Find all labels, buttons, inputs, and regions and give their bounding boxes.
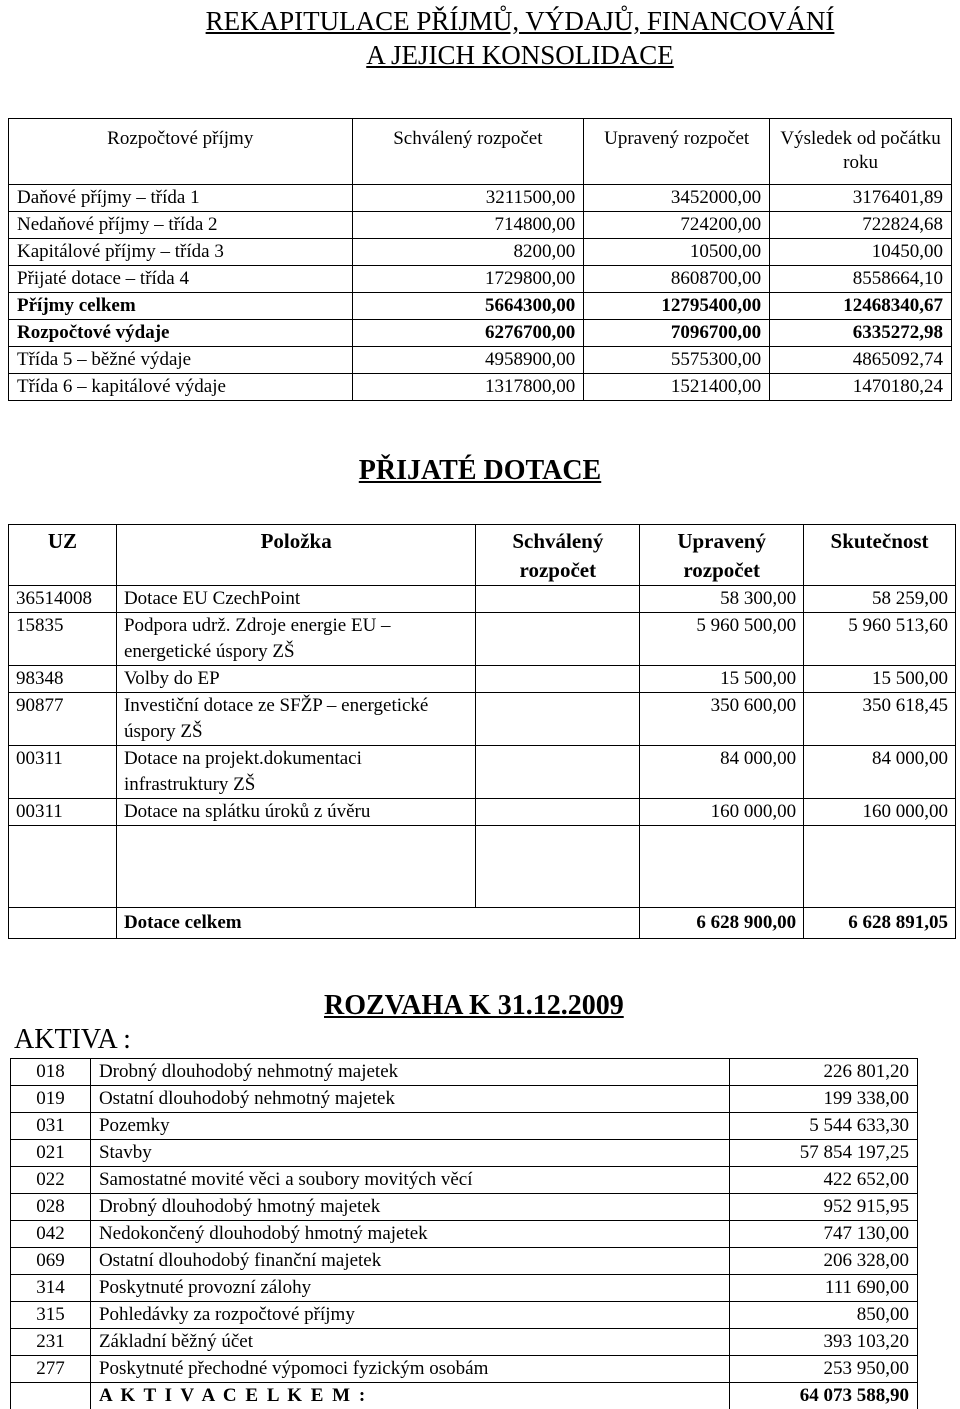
total-empty-cell <box>11 1383 91 1409</box>
account-name: Nedokončený dlouhodobý hmotný majetek <box>90 1221 729 1248</box>
account-value: 850,00 <box>730 1302 918 1329</box>
balance-sheet-title: ROZVAHA K 31.12.2009 <box>324 990 624 1021</box>
table-row <box>9 185 952 212</box>
adjusted-value: 5575300,00 <box>584 347 770 374</box>
item-name: Investiční dotace ze SFŽP – energetické úspory ZŠ <box>116 693 475 746</box>
table-row <box>9 693 956 746</box>
approved-value: 3211500,00 <box>352 185 584 212</box>
account-value: 422 652,00 <box>730 1167 918 1194</box>
total-label: A K T I V A C E L K E M : <box>90 1383 729 1409</box>
account-code: 042 <box>11 1221 91 1248</box>
budget-recap-body <box>9 119 952 401</box>
table-row <box>11 1086 918 1113</box>
item-name: Dotace EU CzechPoint <box>116 586 475 613</box>
item-name: Dotace na projekt.dokumentaci infrastruktury ZŠ <box>116 746 475 799</box>
account-name: Ostatní dlouhodobý finanční majetek <box>90 1248 729 1275</box>
result-value: 6335272,98 <box>770 320 952 347</box>
item-name: Volby do EP <box>116 666 475 693</box>
table-row <box>11 1248 918 1275</box>
adjusted-value: 5 960 500,00 <box>640 613 804 666</box>
table-row <box>11 1167 918 1194</box>
result-value: 8558664,10 <box>770 266 952 293</box>
account-code: 315 <box>11 1302 91 1329</box>
total-row <box>9 908 956 939</box>
table-row <box>9 212 952 239</box>
approved-value <box>476 666 640 693</box>
actual-value: 58 259,00 <box>804 586 956 613</box>
header-actual: Skutečnost <box>804 525 956 586</box>
uz-code: 98348 <box>9 666 117 693</box>
row-label: Třída 5 – běžné výdaje <box>9 347 353 374</box>
adjusted-value: 10500,00 <box>584 239 770 266</box>
row-label: Rozpočtové výdaje <box>9 320 353 347</box>
row-label: Nedaňové příjmy – třída 2 <box>9 212 353 239</box>
header-item: Položka <box>116 525 475 586</box>
actual-value: 15 500,00 <box>804 666 956 693</box>
approved-value <box>476 799 640 826</box>
table-row <box>11 1194 918 1221</box>
empty-cell <box>804 826 956 908</box>
uz-code: 36514008 <box>9 586 117 613</box>
uz-code: 15835 <box>9 613 117 666</box>
table-row <box>9 320 952 347</box>
account-code: 021 <box>11 1140 91 1167</box>
table-row <box>9 347 952 374</box>
adjusted-value: 8608700,00 <box>584 266 770 293</box>
table-row <box>9 586 956 613</box>
result-value: 3176401,89 <box>770 185 952 212</box>
approved-value: 4958900,00 <box>352 347 584 374</box>
assets-body <box>11 1059 918 1409</box>
approved-value: 1729800,00 <box>352 266 584 293</box>
account-value: 5 544 633,30 <box>730 1113 918 1140</box>
empty-cell <box>9 826 117 908</box>
adjusted-value: 15 500,00 <box>640 666 804 693</box>
adjusted-value: 84 000,00 <box>640 746 804 799</box>
account-name: Pohledávky za rozpočtové příjmy <box>90 1302 729 1329</box>
approved-value: 6276700,00 <box>352 320 584 347</box>
account-code: 031 <box>11 1113 91 1140</box>
grants-section-title: PŘIJATÉ DOTACE <box>358 455 602 486</box>
adjusted-value: 3452000,00 <box>584 185 770 212</box>
empty-cell <box>116 826 475 908</box>
table-row <box>9 746 956 799</box>
approved-value <box>476 586 640 613</box>
actual-value: 84 000,00 <box>804 746 956 799</box>
adjusted-value: 160 000,00 <box>640 799 804 826</box>
table-row <box>9 239 952 266</box>
item-name: Podpora udrž. Zdroje energie EU – energetické úspory ZŠ <box>116 613 475 666</box>
account-value: 952 915,95 <box>730 1194 918 1221</box>
table-row <box>11 1221 918 1248</box>
approved-value: 5664300,00 <box>352 293 584 320</box>
adjusted-value: 58 300,00 <box>640 586 804 613</box>
table-row <box>9 666 956 693</box>
table-row <box>11 1329 918 1356</box>
approved-value: 1317800,00 <box>352 374 584 401</box>
approved-value <box>476 746 640 799</box>
account-name: Poskytnuté přechodné výpomoci fyzickým osobám <box>90 1356 729 1383</box>
account-value: 253 950,00 <box>730 1356 918 1383</box>
result-value: 10450,00 <box>770 239 952 266</box>
account-value: 111 690,00 <box>730 1275 918 1302</box>
empty-cell <box>640 826 804 908</box>
account-name: Pozemky <box>90 1113 729 1140</box>
header-budget-income: Rozpočtové příjmy <box>9 119 353 185</box>
row-label: Daňové příjmy – třída 1 <box>9 185 353 212</box>
account-name: Základní běžný účet <box>90 1329 729 1356</box>
header-adjusted-budget: Upravený rozpočet <box>584 119 770 185</box>
document-title-line2: A JEJICH KONSOLIDACE <box>366 40 674 70</box>
result-value: 4865092,74 <box>770 347 952 374</box>
row-label: Přijaté dotace – třída 4 <box>9 266 353 293</box>
total-row <box>11 1383 918 1409</box>
table-row <box>11 1302 918 1329</box>
approved-value <box>476 613 640 666</box>
account-code: 028 <box>11 1194 91 1221</box>
table-row <box>11 1356 918 1383</box>
budget-recap-table <box>8 118 952 401</box>
account-code: 314 <box>11 1275 91 1302</box>
account-code: 231 <box>11 1329 91 1356</box>
account-value: 206 328,00 <box>730 1248 918 1275</box>
grants-table <box>8 524 956 939</box>
table-row <box>9 374 952 401</box>
header-uz: UZ <box>9 525 117 586</box>
result-value: 12468340,67 <box>770 293 952 320</box>
grants-body <box>9 525 956 939</box>
table-row <box>9 266 952 293</box>
uz-code: 00311 <box>9 746 117 799</box>
row-label: Kapitálové příjmy – třída 3 <box>9 239 353 266</box>
total-adjusted: 6 628 900,00 <box>640 908 804 939</box>
header-approved-budget: Schválený rozpočet <box>352 119 584 185</box>
account-name: Drobný dlouhodobý hmotný majetek <box>90 1194 729 1221</box>
table-row <box>11 1275 918 1302</box>
account-code: 018 <box>11 1059 91 1086</box>
budget-recap-header-row <box>9 119 952 185</box>
table-row <box>11 1140 918 1167</box>
account-code: 069 <box>11 1248 91 1275</box>
result-value: 722824,68 <box>770 212 952 239</box>
document-title-line1: REKAPITULACE PŘÍJMŮ, VÝDAJŮ, FINANCOVÁNÍ <box>205 6 835 36</box>
header-result-ytd: Výsledek od počátku roku <box>770 119 952 185</box>
table-row <box>11 1113 918 1140</box>
table-row <box>9 293 952 320</box>
account-value: 393 103,20 <box>730 1329 918 1356</box>
grants-header-row <box>9 525 956 586</box>
account-name: Stavby <box>90 1140 729 1167</box>
account-name: Poskytnuté provozní zálohy <box>90 1275 729 1302</box>
adjusted-value: 724200,00 <box>584 212 770 239</box>
adjusted-value: 350 600,00 <box>640 693 804 746</box>
approved-value: 8200,00 <box>352 239 584 266</box>
total-empty-cell <box>9 908 117 939</box>
uz-code: 90877 <box>9 693 117 746</box>
header-approved: Schválený rozpočet <box>476 525 640 586</box>
adjusted-value: 12795400,00 <box>584 293 770 320</box>
total-value: 64 073 588,90 <box>730 1383 918 1409</box>
account-code: 022 <box>11 1167 91 1194</box>
account-code: 277 <box>11 1356 91 1383</box>
account-code: 019 <box>11 1086 91 1113</box>
account-value: 747 130,00 <box>730 1221 918 1248</box>
table-row <box>9 799 956 826</box>
account-name: Ostatní dlouhodobý nehmotný majetek <box>90 1086 729 1113</box>
account-name: Samostatné movité věci a soubory movitých věcí <box>90 1167 729 1194</box>
adjusted-value: 7096700,00 <box>584 320 770 347</box>
assets-label: AKTIVA : <box>14 1024 131 1055</box>
account-value: 199 338,00 <box>730 1086 918 1113</box>
account-name: Drobný dlouhodobý nehmotný majetek <box>90 1059 729 1086</box>
assets-table <box>10 1058 918 1409</box>
row-label: Třída 6 – kapitálové výdaje <box>9 374 353 401</box>
item-name: Dotace na splátku úroků z úvěru <box>116 799 475 826</box>
empty-row <box>9 826 956 908</box>
approved-value <box>476 693 640 746</box>
account-value: 226 801,20 <box>730 1059 918 1086</box>
adjusted-value: 1521400,00 <box>584 374 770 401</box>
account-value: 57 854 197,25 <box>730 1140 918 1167</box>
uz-code: 00311 <box>9 799 117 826</box>
header-adjusted: Upravený rozpočet <box>640 525 804 586</box>
total-actual: 6 628 891,05 <box>804 908 956 939</box>
empty-cell <box>476 826 640 908</box>
approved-value: 714800,00 <box>352 212 584 239</box>
actual-value: 350 618,45 <box>804 693 956 746</box>
actual-value: 160 000,00 <box>804 799 956 826</box>
table-row <box>11 1059 918 1086</box>
total-label: Dotace celkem <box>116 908 639 939</box>
row-label: Příjmy celkem <box>9 293 353 320</box>
table-row <box>9 613 956 666</box>
actual-value: 5 960 513,60 <box>804 613 956 666</box>
result-value: 1470180,24 <box>770 374 952 401</box>
